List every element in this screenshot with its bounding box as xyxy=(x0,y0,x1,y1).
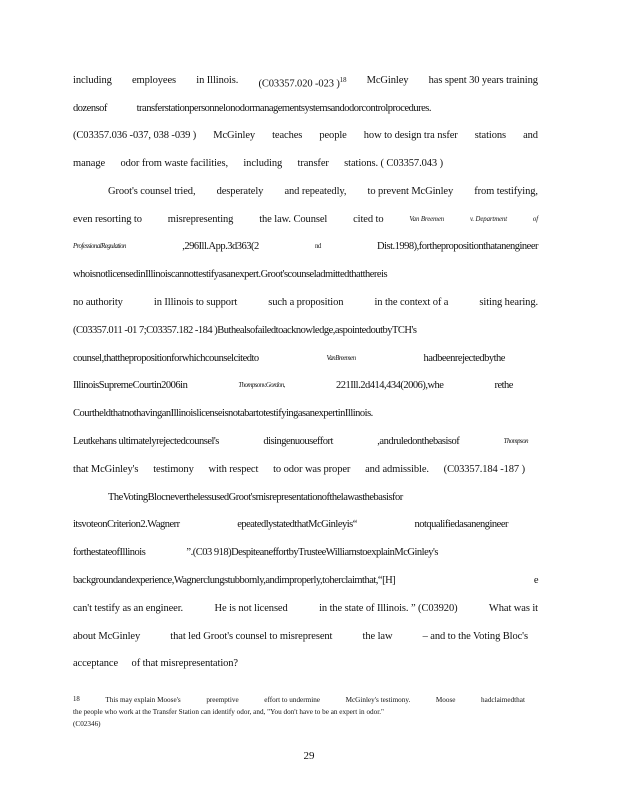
footnote-line xyxy=(73,707,538,717)
text-run: – and to the Voting Bloc's xyxy=(422,631,528,642)
text-run: the law. Counsel xyxy=(259,214,328,225)
text-run: odor from waste facilities, xyxy=(120,158,228,169)
ordinal-superscript: nd xyxy=(314,243,321,250)
text-run: hadbeenrejectedbythe xyxy=(423,353,505,364)
text-run: siting hearing. xyxy=(479,297,538,308)
text-run: that led Groot's counsel to misrepresent xyxy=(170,631,333,642)
body-line xyxy=(73,546,438,559)
text-run: transfer xyxy=(297,158,329,169)
text-run: acceptance xyxy=(73,658,119,669)
text-run: and admissible. xyxy=(365,464,429,475)
body-line xyxy=(73,129,538,142)
body-line xyxy=(73,574,538,587)
text-run: manage xyxy=(73,158,106,169)
text-run: (C03357.184 -187 ) xyxy=(443,464,525,475)
page-number: 29 xyxy=(303,750,315,762)
text-run: What was it xyxy=(488,603,538,614)
text-run: stations. ( C03357.043 ) xyxy=(344,158,443,169)
text-run: (C03357.036 -037, 038 -039 ) xyxy=(73,130,197,141)
text-run: can't testify as an engineer. xyxy=(73,603,184,614)
text-run: McGinley's testimony. xyxy=(345,696,411,704)
text-run: people xyxy=(319,130,347,141)
footnote-separator xyxy=(73,676,233,677)
text-run: transferstationpersonnelonodormanagementsystemsandodorcontrolprocedures. xyxy=(136,103,431,114)
text-run: hadclaimedthat xyxy=(481,696,525,704)
text-run: such a proposition xyxy=(268,297,344,308)
body-line xyxy=(73,102,431,115)
case-name: VanBreemen xyxy=(326,355,356,362)
body-line xyxy=(73,657,238,670)
text-run: Leutkehans ultimatelyrejectedcounsel's xyxy=(73,436,219,447)
body-line xyxy=(73,240,538,253)
text-run: ”.(C03 918)DespiteaneffortbyTrusteeWilliamstoexplainMcGinley's xyxy=(186,547,438,558)
text-run: whoisnotlicensedinIllinoiscannottestifyasanexpert.Groot'scounseladmittedthatthereis xyxy=(73,269,388,280)
text-run: (C03357.011 -01 7;C03357.182 -184 )Buthealsofailedtoacknowledge,aspointedoutbyTCH's xyxy=(73,325,417,336)
body-line xyxy=(73,407,538,420)
footnote-line xyxy=(73,695,525,705)
text-run: Moose xyxy=(435,696,456,704)
footnote-line xyxy=(73,719,538,729)
body-line xyxy=(73,379,513,392)
case-name: of xyxy=(532,216,538,223)
citation-with-footnote xyxy=(258,74,346,91)
text-run: that McGinley's xyxy=(73,464,139,475)
text-run: in Illinois to support xyxy=(153,297,238,308)
text-run: This may explain Moose's xyxy=(105,696,181,704)
text-run: the people who work at the Transfer Station can identify odor, and, "You don't have to be an expert in odor." xyxy=(73,708,384,716)
text-run: ,andruledonthebasisof xyxy=(377,436,460,447)
text-run: testimony xyxy=(153,464,194,475)
text-run: in the state of Illinois. ” (C03920) xyxy=(319,603,458,614)
text-run: of that misrepresentation? xyxy=(131,658,238,669)
text-run: e xyxy=(533,575,538,586)
body-line xyxy=(73,435,528,448)
text-run: teaches xyxy=(272,130,303,141)
text-run: dozensof xyxy=(73,103,107,114)
text-run: how to design tra nsfer xyxy=(363,130,458,141)
text-run: from testifying, xyxy=(474,186,538,197)
body-line xyxy=(73,74,538,91)
text-run: backgroundandexperience,Wagnerclungstubbornly,andimproperly,toherclaimthat,“[H] xyxy=(73,575,396,586)
case-name: Thompsonv.Gordon, xyxy=(238,382,285,389)
case-name: v. Department xyxy=(469,216,508,223)
text-run: including xyxy=(73,75,112,86)
body-line xyxy=(73,157,443,170)
case-name: ProfessionalRegulation xyxy=(73,243,126,250)
text-run: (C03357.020 -023 ) xyxy=(258,78,340,90)
text-run: notqualifiedasanengineer xyxy=(414,519,508,530)
text-run: TheVotingBlocneverthelessusedGroot'smisrepresentationofthelawasthebasisfor xyxy=(108,492,403,503)
text-run: disingenuouseffort xyxy=(263,436,333,447)
text-run: has spent 30 years training xyxy=(428,75,538,86)
text-run: no authority xyxy=(73,297,123,308)
body-line xyxy=(108,185,538,198)
body-line xyxy=(73,296,538,309)
body-line xyxy=(73,352,505,365)
text-run: effort to undermine xyxy=(264,696,320,704)
text-run: and repeatedly, xyxy=(284,186,347,197)
text-run: He is not licensed xyxy=(214,603,288,614)
body-line xyxy=(73,213,538,226)
text-run: itsvoteonCriterion2.Wagnerr xyxy=(73,519,180,530)
text-run: preemptive xyxy=(206,696,239,704)
text-run: McGinley xyxy=(366,75,409,86)
text-run: 221Ill.2d414,434(2006),whe xyxy=(336,380,444,391)
text-run: forthestateofIllinois xyxy=(73,547,146,558)
text-run: even resorting to xyxy=(73,214,142,225)
text-run: the law xyxy=(362,631,393,642)
text-run: ,296Ill.App.3d363(2 xyxy=(182,241,259,252)
text-run: cited to xyxy=(353,214,384,225)
body-line xyxy=(73,602,538,615)
text-run: about McGinley xyxy=(73,631,141,642)
text-run: in the context of a xyxy=(374,297,449,308)
text-run: rethe xyxy=(494,380,513,391)
footnote-number: 18 xyxy=(73,696,80,703)
text-run: stations xyxy=(474,130,507,141)
text-run: Groot's counsel tried, xyxy=(108,186,196,197)
case-name: Van Breemen xyxy=(409,216,445,223)
text-run: IllinoisSupremeCourtin2006in xyxy=(73,380,188,391)
text-run: employees xyxy=(132,75,177,86)
body-line xyxy=(73,268,538,281)
body-line xyxy=(73,630,528,643)
text-run: to prevent McGinley xyxy=(367,186,454,197)
footnote-marker: 18 xyxy=(339,77,347,84)
text-run: counsel,thatthepropositionforwhichcounselcitedto xyxy=(73,353,259,364)
text-run: misrepresenting xyxy=(167,214,234,225)
body-line xyxy=(73,324,538,337)
body-line xyxy=(73,463,525,476)
text-run: with respect xyxy=(208,464,259,475)
text-run: in Illinois. xyxy=(196,75,239,86)
text-run: epeatedlystatedthatMcGinleyis“ xyxy=(237,519,357,530)
text-run: including xyxy=(243,158,283,169)
text-run: McGinley xyxy=(213,130,256,141)
text-run: to odor was proper xyxy=(273,464,351,475)
text-run: desperately xyxy=(216,186,264,197)
body-line xyxy=(73,518,508,531)
text-run: and xyxy=(523,130,538,141)
text-run: Dist.1998),forthepropositionthatanengineer xyxy=(377,241,538,252)
text-run: CourtheldthatnothavinganIllinoislicenseisnotabartotestifyingasanexpertinIllinois. xyxy=(73,408,373,419)
case-name: Thompson xyxy=(503,438,528,445)
body-line xyxy=(108,491,538,504)
text-run: (C02346) xyxy=(73,720,101,728)
